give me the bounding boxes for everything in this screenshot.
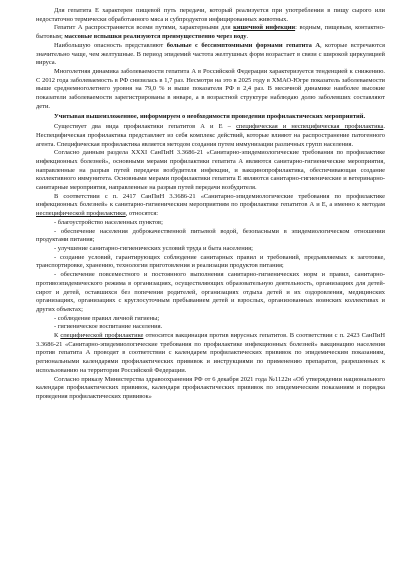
text-segment: относится вакцинация против вирусных гепатитов. В соответствии с п. 2423 СанПиН 3.3686-21 «Санитарно-эпидемиологические требования по профилактике инфекционных болезней» вакцинацию населения против гепатита А проводят в соответствии с календарем профилактических прививок по эпидемическим показаниям, региональными календарями профилактических прививок и инструкциями по применению препаратов, разрешенных к использованию на территории Российской Федерации. xyxy=(36,332,385,374)
text-segment: Наибольшую опасность представляют xyxy=(54,41,167,49)
paragraph xyxy=(36,323,385,332)
paragraph xyxy=(36,149,385,193)
paragraph xyxy=(36,193,385,219)
text-segment: Для гепатита Е характерен пищевой путь передачи, который реализуется при употреблении в пищу сырого или недостаточно термически обработанного мяса и субпродуктов инфицированных животных. xyxy=(36,7,385,23)
text-segment: - обеспечение населения доброкачественной питьевой водой, безопасными в эпидемиологическом отношении продуктами питания; xyxy=(36,227,385,244)
text-segment: Согласно данным раздела XXXI СанПиН 3.3686-21 «Санитарно-эпидемиологические требования по профилактике инфекционных болезней», основными мерами профилактики гепатита А являются санитарно-гигиенические мероприятия, направленные на разрыв путей передачи возбудителя инфекции, и вакцинопрофилактика, обеспечивающая создание коллективного иммунитета. Основными мерами профилактики гепатита Е являются санитарно-гигиенические и ветеринарно-санитарные мероприятия, направленные на разрыв путей передачи возбудителя. xyxy=(36,149,385,192)
text-segment: - соблюдение правил личной гигиены; xyxy=(54,314,160,322)
text-segment: - гигиеническое воспитание населения. xyxy=(54,323,163,331)
text-segment: - улучшение санитарно-гигиенических условий труда и быта населения; xyxy=(54,244,253,252)
text-segment: В соответствии с п. 2417 СанПиН 3.3686-21 «Санитарно-эпидемиологические требования по профилактике инфекционных болезней» к санитарно-гигиеническим мероприятиям по профилактике гепатитов А и Е, а именно к методам xyxy=(36,192,385,209)
paragraph xyxy=(36,254,385,271)
paragraph xyxy=(36,376,385,402)
text-segment: Учитывая вышеизложенное, информируем о необходимости проведения профилактических мероприятий. xyxy=(54,113,366,121)
text-segment: Гепатит А распространяется всеми путями, характерными для xyxy=(54,24,234,32)
text-segment: : водным, пищевым, контактно-бытовым; xyxy=(36,24,385,41)
paragraph xyxy=(36,228,385,245)
paragraph xyxy=(36,68,385,112)
paragraph xyxy=(36,7,385,24)
paragraph xyxy=(36,245,385,254)
paragraph xyxy=(36,219,385,228)
text-segment: Согласно приказу Министерства здравоохранения РФ от 6 декабря 2021 года №1122н «Об утверждении национального календаря профилактических прививок, календаря профилактических прививок по эпидемическим показаниям и порядка проведения профилактических прививок» xyxy=(36,375,385,400)
text-segment: , которые встречаются значительно чаще, чем желтушные. В период эпидемий частота желтушных форм возрастает в связи с широкой циркуляцией вируса. xyxy=(36,41,385,67)
paragraph xyxy=(36,42,385,68)
text-segment: специфической профилактике xyxy=(60,332,144,340)
text-segment: Существует два вида профилактики гепатитов А и Е – xyxy=(54,123,237,131)
text-segment: кишечной инфекции xyxy=(233,24,296,32)
text-segment: неспецифической профилактики xyxy=(36,210,126,218)
text-segment: , относятся: xyxy=(125,210,159,218)
text-segment: - благоустройство населенных пунктов; xyxy=(54,218,163,226)
paragraph xyxy=(36,123,385,149)
text-segment: массовые вспышки реализуются преимущественно через воду xyxy=(64,33,247,41)
text-segment: К xyxy=(54,332,61,340)
paragraph xyxy=(36,332,385,376)
paragraph xyxy=(36,24,385,41)
text-segment: Многолетняя динамика заболеваемости гепатита А в Российской Федерации характеризуется тенденцией к снижению. С 2012 года заболеваемость в РФ снизилась в 1,7 раз. Несмотря на это в 2025 году в ХМАО-Югре показатель заболеваемости выше среднемноголетнего уровня на 79,0 % и выше показателя РФ в 2,4 раз. В месячной динамике наиболее высокие показатели заболеваемости зарегистрированы в январе, а в возрастной структуре наблюдаю долю заболевших составляют дети. xyxy=(36,67,385,110)
text-segment: - создание условий, гарантирующих соблюдение санитарных правил и требований, предъявляемых к заготовке, транспортировке, хранению, технологии приготовления и реализации продуктов питания; xyxy=(36,253,385,270)
text-segment: . Неспецифическая профилактика представляет из себя комплекс действий, которые влияют на распространение патогенного агента. Специфическая профилактика является методом создания путем иммунизации различных групп населения. xyxy=(36,123,386,148)
paragraph xyxy=(36,271,385,315)
text-segment: больные с бессимптомными формами гепатита А xyxy=(166,41,320,49)
section-heading xyxy=(36,113,385,122)
text-segment: - обеспечение повсеместного и постоянного выполнения санитарно-гигиенических норм и правил, санитарно-противоэпидемического режима в организациях, осуществляющих образовательную деятельность, организациях для детей-сирот и детей, оставшихся без попечения родителей, организациях отдыха детей и их оздоровления, медицинских организациях, организациях с круглосуточным пребыванием детей и взрослых, организованных воинских коллективах и других объектах; xyxy=(36,271,385,313)
text-segment: специфическая и неспецифическая профилактика xyxy=(236,123,384,131)
text-segment: . xyxy=(246,33,249,41)
paragraph xyxy=(36,315,385,324)
